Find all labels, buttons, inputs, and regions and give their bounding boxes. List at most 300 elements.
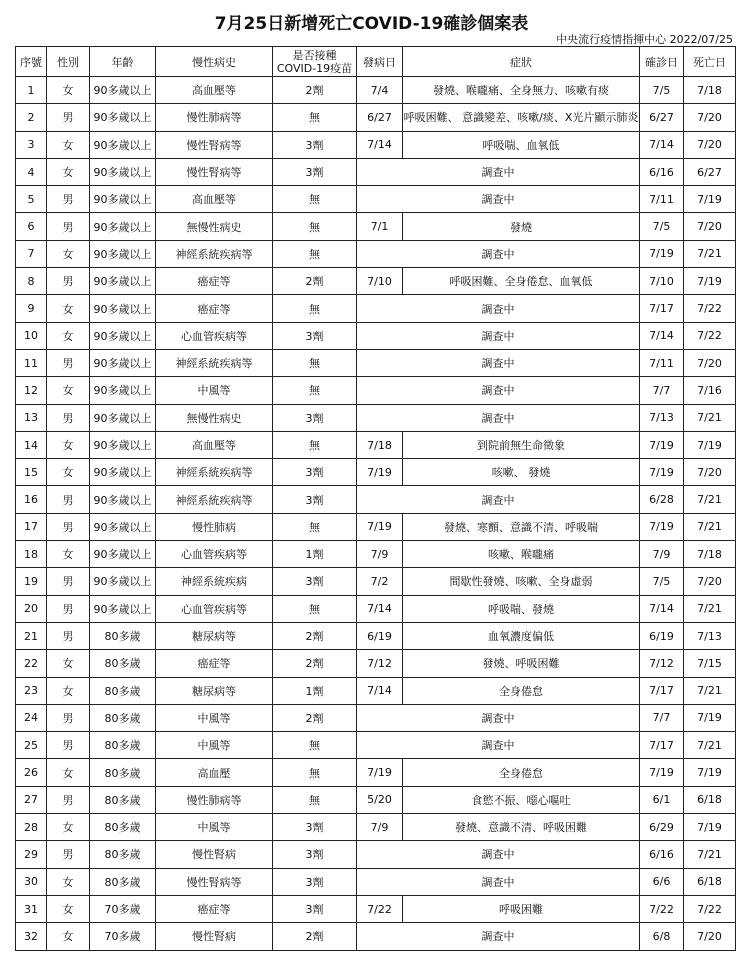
cell-sex: 女 xyxy=(47,650,90,677)
cell-confirm: 7/19 xyxy=(640,759,684,786)
cell-vaccine: 2劑 xyxy=(273,77,357,104)
cell-chronic: 神經系統疾病等 xyxy=(156,240,273,267)
cell-vaccine: 3劑 xyxy=(273,486,357,513)
cell-chronic: 癌症等 xyxy=(156,650,273,677)
cell-no: 15 xyxy=(16,459,47,486)
header-vaccine-line2: COVID-19疫苗 xyxy=(276,61,353,75)
table-row xyxy=(16,895,736,922)
cell-sex: 女 xyxy=(47,431,90,458)
cell-sex: 男 xyxy=(47,841,90,868)
cell-sex: 男 xyxy=(47,513,90,540)
cell-no: 18 xyxy=(16,541,47,568)
cell-symptoms: 食慾不振、噁心嘔吐 xyxy=(403,786,640,813)
cell-vaccine: 無 xyxy=(273,295,357,322)
cell-vaccine: 3劑 xyxy=(273,814,357,841)
table-row xyxy=(16,213,736,240)
cell-vaccine: 2劑 xyxy=(273,650,357,677)
cell-vaccine: 無 xyxy=(273,732,357,759)
cell-symptoms: 調查中 xyxy=(357,704,640,731)
cell-sex: 女 xyxy=(47,131,90,158)
cell-death: 7/20 xyxy=(684,459,736,486)
cell-sex: 女 xyxy=(47,295,90,322)
cell-chronic: 中風等 xyxy=(156,814,273,841)
cell-death: 7/19 xyxy=(684,814,736,841)
cell-age: 90多歲以上 xyxy=(90,295,156,322)
cell-confirm: 7/5 xyxy=(640,77,684,104)
cell-age: 90多歲以上 xyxy=(90,104,156,131)
cell-symptoms: 調查中 xyxy=(357,868,640,895)
cell-no: 9 xyxy=(16,295,47,322)
cell-age: 90多歲以上 xyxy=(90,404,156,431)
cell-onset: 7/14 xyxy=(357,677,403,704)
cell-vaccine: 無 xyxy=(273,104,357,131)
cell-sex: 男 xyxy=(47,213,90,240)
cell-confirm: 7/13 xyxy=(640,404,684,431)
cell-symptoms: 調查中 xyxy=(357,186,640,213)
cell-sex: 女 xyxy=(47,322,90,349)
cell-chronic: 慢性腎病等 xyxy=(156,868,273,895)
cell-vaccine: 無 xyxy=(273,595,357,622)
cell-symptoms: 到院前無生命徵象 xyxy=(403,431,640,458)
table-row xyxy=(16,541,736,568)
cases-table xyxy=(15,46,736,951)
table-row xyxy=(16,349,736,376)
cell-chronic: 神經系統疾病 xyxy=(156,568,273,595)
cell-vaccine: 3劑 xyxy=(273,868,357,895)
cell-no: 4 xyxy=(16,158,47,185)
cell-sex: 女 xyxy=(47,677,90,704)
table-row xyxy=(16,677,736,704)
cell-confirm: 7/19 xyxy=(640,240,684,267)
cell-sex: 男 xyxy=(47,186,90,213)
cell-death: 7/21 xyxy=(684,595,736,622)
cell-chronic: 中風等 xyxy=(156,704,273,731)
cell-symptoms: 呼吸困難、 意識變差、咳嗽/痰、X光片顯示肺炎 xyxy=(403,104,640,131)
cell-no: 5 xyxy=(16,186,47,213)
cell-chronic: 慢性肺病等 xyxy=(156,104,273,131)
cell-no: 2 xyxy=(16,104,47,131)
cell-age: 90多歲以上 xyxy=(90,77,156,104)
cell-chronic: 神經系統疾病等 xyxy=(156,486,273,513)
cell-vaccine: 2劑 xyxy=(273,923,357,950)
cell-chronic: 慢性腎病 xyxy=(156,923,273,950)
cell-chronic: 癌症等 xyxy=(156,295,273,322)
cell-sex: 女 xyxy=(47,759,90,786)
cell-confirm: 7/12 xyxy=(640,650,684,677)
cell-symptoms: 調查中 xyxy=(357,240,640,267)
cell-no: 29 xyxy=(16,841,47,868)
cell-vaccine: 3劑 xyxy=(273,895,357,922)
cell-age: 90多歲以上 xyxy=(90,240,156,267)
cell-vaccine: 無 xyxy=(273,213,357,240)
table-row xyxy=(16,377,736,404)
cell-symptoms: 調查中 xyxy=(357,158,640,185)
table-row xyxy=(16,404,736,431)
cell-no: 8 xyxy=(16,268,47,295)
cell-symptoms: 間歇性發燒、咳嗽、全身虛弱 xyxy=(403,568,640,595)
cell-onset: 6/27 xyxy=(357,104,403,131)
cell-sex: 男 xyxy=(47,732,90,759)
table-row xyxy=(16,513,736,540)
cell-vaccine: 3劑 xyxy=(273,131,357,158)
header-age: 年齡 xyxy=(90,47,156,77)
cell-confirm: 6/29 xyxy=(640,814,684,841)
cell-symptoms: 調查中 xyxy=(357,322,640,349)
cell-confirm: 6/27 xyxy=(640,104,684,131)
table-row xyxy=(16,322,736,349)
cell-sex: 男 xyxy=(47,786,90,813)
table-row xyxy=(16,759,736,786)
cell-chronic: 無慢性病史 xyxy=(156,213,273,240)
cell-confirm: 7/7 xyxy=(640,704,684,731)
cell-symptoms: 呼吸喘、血氧低 xyxy=(403,131,640,158)
cell-sex: 男 xyxy=(47,704,90,731)
cell-death: 7/20 xyxy=(684,213,736,240)
cell-sex: 女 xyxy=(47,895,90,922)
cell-vaccine: 無 xyxy=(273,759,357,786)
cell-chronic: 慢性腎病等 xyxy=(156,158,273,185)
cell-symptoms: 發燒、喉嚨痛、全身無力、咳嗽有痰 xyxy=(403,77,640,104)
cell-vaccine: 無 xyxy=(273,240,357,267)
table-row xyxy=(16,295,736,322)
cell-onset: 7/22 xyxy=(357,895,403,922)
cell-sex: 女 xyxy=(47,77,90,104)
cell-no: 23 xyxy=(16,677,47,704)
cell-sex: 女 xyxy=(47,377,90,404)
cell-age: 80多歲 xyxy=(90,732,156,759)
cell-onset: 7/19 xyxy=(357,513,403,540)
cell-confirm: 6/19 xyxy=(640,622,684,649)
cell-chronic: 慢性肺病等 xyxy=(156,786,273,813)
cell-onset: 7/9 xyxy=(357,814,403,841)
cell-confirm: 6/16 xyxy=(640,841,684,868)
cell-chronic: 高血壓等 xyxy=(156,77,273,104)
cell-age: 80多歲 xyxy=(90,814,156,841)
cell-confirm: 6/28 xyxy=(640,486,684,513)
cell-vaccine: 無 xyxy=(273,377,357,404)
table-row xyxy=(16,786,736,813)
table-row xyxy=(16,268,736,295)
cell-age: 80多歲 xyxy=(90,868,156,895)
header-symptoms: 症狀 xyxy=(403,47,640,77)
table-row xyxy=(16,158,736,185)
cell-no: 14 xyxy=(16,431,47,458)
cell-symptoms: 呼吸困難、全身倦怠、血氧低 xyxy=(403,268,640,295)
table-row xyxy=(16,650,736,677)
cell-onset: 6/19 xyxy=(357,622,403,649)
cell-age: 90多歲以上 xyxy=(90,158,156,185)
cell-chronic: 中風等 xyxy=(156,377,273,404)
cell-chronic: 無慢性病史 xyxy=(156,404,273,431)
table-row xyxy=(16,814,736,841)
cell-age: 80多歲 xyxy=(90,759,156,786)
table-body xyxy=(16,77,736,951)
cell-death: 7/21 xyxy=(684,841,736,868)
cell-chronic: 高血壓等 xyxy=(156,431,273,458)
cell-age: 90多歲以上 xyxy=(90,186,156,213)
cell-confirm: 7/19 xyxy=(640,431,684,458)
cell-death: 7/21 xyxy=(684,240,736,267)
cell-sex: 女 xyxy=(47,923,90,950)
cell-vaccine: 3劑 xyxy=(273,568,357,595)
cell-no: 12 xyxy=(16,377,47,404)
table-row xyxy=(16,704,736,731)
cell-vaccine: 3劑 xyxy=(273,841,357,868)
cell-no: 31 xyxy=(16,895,47,922)
header-death: 死亡日 xyxy=(684,47,736,77)
cell-sex: 男 xyxy=(47,349,90,376)
cell-age: 90多歲以上 xyxy=(90,322,156,349)
cell-death: 6/27 xyxy=(684,158,736,185)
cell-age: 80多歲 xyxy=(90,841,156,868)
cell-sex: 女 xyxy=(47,814,90,841)
cell-vaccine: 3劑 xyxy=(273,404,357,431)
header-vaccine-line1: 是否接種 xyxy=(292,48,337,62)
cell-no: 24 xyxy=(16,704,47,731)
header-no: 序號 xyxy=(16,47,47,77)
cell-death: 7/18 xyxy=(684,77,736,104)
cell-onset: 7/19 xyxy=(357,459,403,486)
cell-no: 11 xyxy=(16,349,47,376)
cell-no: 3 xyxy=(16,131,47,158)
cell-sex: 女 xyxy=(47,868,90,895)
cell-death: 7/22 xyxy=(684,295,736,322)
header-sex: 性別 xyxy=(47,47,90,77)
cell-no: 17 xyxy=(16,513,47,540)
cell-symptoms: 咳嗽、 發燒 xyxy=(403,459,640,486)
cell-symptoms: 呼吸喘、發燒 xyxy=(403,595,640,622)
cell-symptoms: 全身倦怠 xyxy=(403,759,640,786)
cell-symptoms: 呼吸困難 xyxy=(403,895,640,922)
cell-vaccine: 2劑 xyxy=(273,704,357,731)
cell-symptoms: 調查中 xyxy=(357,841,640,868)
header-chronic: 慢性病史 xyxy=(156,47,273,77)
cell-vaccine: 3劑 xyxy=(273,322,357,349)
cell-age: 90多歲以上 xyxy=(90,131,156,158)
cell-age: 70多歲 xyxy=(90,895,156,922)
cell-age: 90多歲以上 xyxy=(90,595,156,622)
table-row xyxy=(16,104,736,131)
cell-death: 7/20 xyxy=(684,923,736,950)
cell-vaccine: 2劑 xyxy=(273,268,357,295)
cell-sex: 男 xyxy=(47,568,90,595)
cell-death: 7/19 xyxy=(684,268,736,295)
cell-death: 7/19 xyxy=(684,186,736,213)
cell-confirm: 7/19 xyxy=(640,513,684,540)
cell-onset: 7/18 xyxy=(357,431,403,458)
cell-chronic: 慢性肺病 xyxy=(156,513,273,540)
cell-age: 90多歲以上 xyxy=(90,568,156,595)
cell-onset: 5/20 xyxy=(357,786,403,813)
cell-confirm: 7/11 xyxy=(640,349,684,376)
cell-age: 80多歲 xyxy=(90,677,156,704)
cell-sex: 女 xyxy=(47,541,90,568)
cell-chronic: 心血管疾病等 xyxy=(156,541,273,568)
cell-vaccine: 無 xyxy=(273,786,357,813)
cell-death: 7/20 xyxy=(684,568,736,595)
cell-onset: 7/19 xyxy=(357,759,403,786)
cell-symptoms: 全身倦怠 xyxy=(403,677,640,704)
cell-no: 30 xyxy=(16,868,47,895)
cell-age: 90多歲以上 xyxy=(90,268,156,295)
cell-death: 7/21 xyxy=(684,404,736,431)
header-row xyxy=(16,47,736,77)
cell-age: 90多歲以上 xyxy=(90,513,156,540)
table-row xyxy=(16,595,736,622)
cell-onset: 7/2 xyxy=(357,568,403,595)
cell-chronic: 心血管疾病等 xyxy=(156,595,273,622)
cell-chronic: 癌症等 xyxy=(156,268,273,295)
table-row xyxy=(16,841,736,868)
cell-confirm: 6/6 xyxy=(640,868,684,895)
cell-symptoms: 發燒 xyxy=(403,213,640,240)
cell-confirm: 6/8 xyxy=(640,923,684,950)
cell-symptoms: 發燒、呼吸困難 xyxy=(403,650,640,677)
cell-confirm: 7/17 xyxy=(640,732,684,759)
cell-age: 90多歲以上 xyxy=(90,459,156,486)
cell-death: 7/22 xyxy=(684,322,736,349)
cell-symptoms: 調查中 xyxy=(357,404,640,431)
cell-onset: 7/9 xyxy=(357,541,403,568)
header-onset: 發病日 xyxy=(357,47,403,77)
cell-no: 26 xyxy=(16,759,47,786)
cell-age: 90多歲以上 xyxy=(90,486,156,513)
cell-no: 19 xyxy=(16,568,47,595)
cell-no: 21 xyxy=(16,622,47,649)
cell-chronic: 慢性腎病 xyxy=(156,841,273,868)
cell-no: 10 xyxy=(16,322,47,349)
cell-symptoms: 發燒、寒顫、意識不清、呼吸喘 xyxy=(403,513,640,540)
cell-no: 32 xyxy=(16,923,47,950)
cell-onset: 7/14 xyxy=(357,131,403,158)
cell-death: 7/20 xyxy=(684,131,736,158)
cell-death: 7/21 xyxy=(684,677,736,704)
source-label: 中央流行疫情指揮中心 2022/07/25 xyxy=(556,33,733,46)
table-row xyxy=(16,486,736,513)
cell-no: 28 xyxy=(16,814,47,841)
cell-symptoms: 發燒、意識不清、呼吸困難 xyxy=(403,814,640,841)
cell-death: 7/18 xyxy=(684,541,736,568)
cell-confirm: 7/22 xyxy=(640,895,684,922)
cell-symptoms: 調查中 xyxy=(357,295,640,322)
table-row xyxy=(16,732,736,759)
cell-symptoms: 血氧濃度偏低 xyxy=(403,622,640,649)
cell-confirm: 7/19 xyxy=(640,459,684,486)
table-row xyxy=(16,186,736,213)
cell-age: 80多歲 xyxy=(90,650,156,677)
cell-death: 7/20 xyxy=(684,104,736,131)
cell-death: 7/13 xyxy=(684,622,736,649)
cell-symptoms: 調查中 xyxy=(357,923,640,950)
cell-vaccine: 無 xyxy=(273,513,357,540)
cell-death: 7/19 xyxy=(684,431,736,458)
cell-age: 90多歲以上 xyxy=(90,213,156,240)
page-title: 7月25日新增死亡COVID-19確診個案表 xyxy=(214,14,529,34)
table-row xyxy=(16,77,736,104)
cell-vaccine: 3劑 xyxy=(273,459,357,486)
cell-death: 7/21 xyxy=(684,732,736,759)
cell-confirm: 7/9 xyxy=(640,541,684,568)
cell-sex: 女 xyxy=(47,240,90,267)
cell-age: 90多歲以上 xyxy=(90,349,156,376)
table-row xyxy=(16,459,736,486)
cell-sex: 男 xyxy=(47,595,90,622)
cell-onset: 7/10 xyxy=(357,268,403,295)
cell-chronic: 神經系統疾病等 xyxy=(156,349,273,376)
cell-sex: 男 xyxy=(47,404,90,431)
cell-no: 20 xyxy=(16,595,47,622)
cell-age: 80多歲 xyxy=(90,704,156,731)
cell-no: 6 xyxy=(16,213,47,240)
cell-no: 7 xyxy=(16,240,47,267)
cell-chronic: 慢性腎病等 xyxy=(156,131,273,158)
cell-confirm: 7/5 xyxy=(640,213,684,240)
cell-age: 70多歲 xyxy=(90,923,156,950)
table-row xyxy=(16,923,736,950)
cell-vaccine: 無 xyxy=(273,431,357,458)
cell-chronic: 高血壓等 xyxy=(156,186,273,213)
table-row xyxy=(16,868,736,895)
table-row xyxy=(16,568,736,595)
cell-vaccine: 3劑 xyxy=(273,158,357,185)
cell-no: 16 xyxy=(16,486,47,513)
cell-symptoms: 調查中 xyxy=(357,377,640,404)
cell-sex: 男 xyxy=(47,486,90,513)
cell-vaccine: 1劑 xyxy=(273,541,357,568)
cell-age: 90多歲以上 xyxy=(90,431,156,458)
cell-chronic: 中風等 xyxy=(156,732,273,759)
cell-symptoms: 咳嗽、喉嚨痛 xyxy=(403,541,640,568)
cell-vaccine: 無 xyxy=(273,186,357,213)
cell-no: 1 xyxy=(16,77,47,104)
cell-sex: 男 xyxy=(47,622,90,649)
cell-onset: 7/14 xyxy=(357,595,403,622)
cell-onset: 7/4 xyxy=(357,77,403,104)
cell-confirm: 6/1 xyxy=(640,786,684,813)
cell-death: 7/20 xyxy=(684,349,736,376)
cell-no: 22 xyxy=(16,650,47,677)
cell-confirm: 7/7 xyxy=(640,377,684,404)
cell-vaccine: 無 xyxy=(273,349,357,376)
cell-death: 7/19 xyxy=(684,704,736,731)
cell-no: 25 xyxy=(16,732,47,759)
cell-onset: 7/12 xyxy=(357,650,403,677)
cell-confirm: 7/17 xyxy=(640,295,684,322)
cell-death: 7/21 xyxy=(684,513,736,540)
cell-death: 7/22 xyxy=(684,895,736,922)
cell-vaccine: 2劑 xyxy=(273,622,357,649)
cell-death: 7/16 xyxy=(684,377,736,404)
cell-chronic: 癌症等 xyxy=(156,895,273,922)
header-vaccine xyxy=(273,47,357,77)
cell-age: 90多歲以上 xyxy=(90,377,156,404)
cell-confirm: 7/11 xyxy=(640,186,684,213)
cell-onset: 7/1 xyxy=(357,213,403,240)
table-row xyxy=(16,431,736,458)
cell-chronic: 高血壓 xyxy=(156,759,273,786)
cell-chronic: 糖尿病等 xyxy=(156,622,273,649)
cell-confirm: 6/16 xyxy=(640,158,684,185)
cell-confirm: 7/14 xyxy=(640,595,684,622)
cell-death: 7/15 xyxy=(684,650,736,677)
header-confirm: 確診日 xyxy=(640,47,684,77)
cell-symptoms: 調查中 xyxy=(357,732,640,759)
cell-age: 80多歲 xyxy=(90,622,156,649)
cell-death: 7/19 xyxy=(684,759,736,786)
cell-death: 7/21 xyxy=(684,486,736,513)
cell-vaccine: 1劑 xyxy=(273,677,357,704)
cell-sex: 男 xyxy=(47,268,90,295)
